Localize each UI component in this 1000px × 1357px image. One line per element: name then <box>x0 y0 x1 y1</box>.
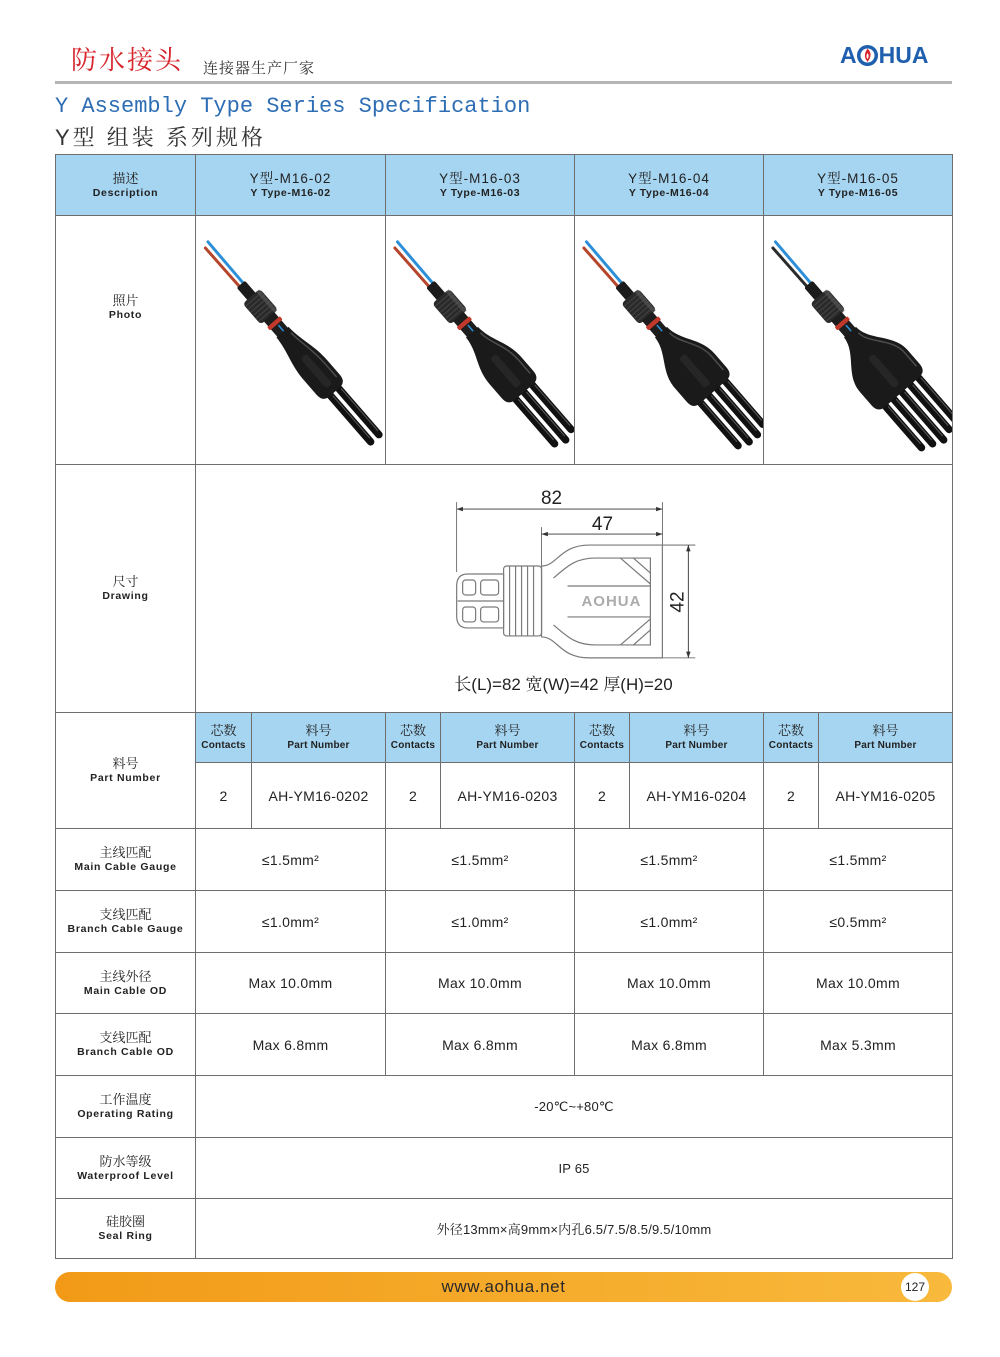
main-cable-od-value: Max 10.0mm <box>196 953 386 1014</box>
model-header-m16-04 <box>575 155 764 216</box>
contacts-subheader-cn: 芯数 <box>588 723 615 738</box>
main-cable-od-label <box>56 953 196 1014</box>
main-cable-od-label-cn: 主线外径 <box>99 968 152 984</box>
y-connector-photo <box>196 217 385 464</box>
brown-wire <box>773 247 810 290</box>
drawing-label-cn: 尺寸 <box>112 574 139 589</box>
contacts-subheader-en: Contacts <box>768 740 814 751</box>
y-connector-photo <box>575 217 763 464</box>
contacts-subheader-en: Contacts <box>390 740 436 751</box>
y-connector-photo <box>764 217 952 464</box>
photo-row <box>56 216 953 465</box>
main-cable-od-value: Max 10.0mm <box>764 953 953 1014</box>
drawing-label-en: Drawing <box>102 590 149 602</box>
connector-assembly <box>386 230 574 453</box>
seal-ring-label-en: Seal Ring <box>98 1230 153 1242</box>
dimension-caption: 长(L)=82 宽(W)=42 厚(H)=20 <box>454 674 673 694</box>
part-number-subheader-row <box>56 713 953 763</box>
connector-assembly <box>764 222 952 460</box>
blue-wire <box>775 241 814 286</box>
body-dimension-value: 47 <box>591 513 614 535</box>
model-name-en: Y Type-M16-02 <box>250 186 331 199</box>
branch-cable-gauge-value: ≤1.0mm² <box>386 891 575 953</box>
branch-cable-od-value: Max 6.8mm <box>386 1014 575 1076</box>
contacts-value: 2 <box>386 763 441 829</box>
operating-rating-value: -20℃~+80℃ <box>196 1076 953 1138</box>
part-number-subheader <box>819 713 953 763</box>
model-header-m16-02 <box>196 155 386 216</box>
connector-assembly <box>575 226 763 455</box>
part-number-subheader-cn: 料号 <box>872 723 899 738</box>
drawing-cell <box>196 465 953 713</box>
page-number: 127 <box>901 1273 929 1301</box>
part-number-value: AH-YM16-0202 <box>252 763 386 829</box>
brand-subtitle: 连接器生产厂家 <box>203 60 316 77</box>
branch-cable-gauge-value: ≤0.5mm² <box>764 891 953 953</box>
dimension-drawing <box>196 466 952 712</box>
contacts-subheader-cn: 芯数 <box>210 723 237 738</box>
model-name-cn: Y型-M16-03 <box>439 170 521 186</box>
blue-wire <box>208 241 247 286</box>
aohua-logo <box>840 41 928 69</box>
drawing-logo-watermark: AOHUA <box>581 592 642 610</box>
contacts-subheader-cn: 芯数 <box>399 723 426 738</box>
contacts-value: 2 <box>764 763 819 829</box>
main-cable-od-value: Max 10.0mm <box>386 953 575 1014</box>
part-number-label-cell <box>56 713 196 829</box>
main-cable-gauge-label <box>56 829 196 891</box>
drawing-row <box>56 465 953 713</box>
blue-wire <box>397 241 436 286</box>
width-dimension-value: 42 <box>667 590 689 613</box>
operating-rating-label-en: Operating Rating <box>77 1108 174 1120</box>
branch-cable-highlight <box>728 381 761 419</box>
waterproof-level-label-cn: 防水等级 <box>99 1153 152 1169</box>
part-number-subheader <box>630 713 764 763</box>
length-dimension-value: 82 <box>540 487 563 509</box>
branch-cable-gauge-label-cn: 支线匹配 <box>99 907 152 922</box>
part-number-subheader-en: Part Number <box>287 740 350 751</box>
branch-cable-od-label-en: Branch Cable OD <box>77 1046 174 1058</box>
logo-letters-hua: HUA <box>878 41 929 68</box>
logo-o-icon <box>856 44 879 67</box>
operating-rating-label <box>56 1076 196 1138</box>
model-name-en: Y Type-M16-05 <box>817 186 899 199</box>
model-name-cn: Y型-M16-02 <box>249 170 332 186</box>
contacts-value: 2 <box>196 763 252 829</box>
brand-title: 防水接头 <box>71 46 184 76</box>
spec-table <box>55 154 953 1259</box>
photo-cell-m16-05 <box>764 216 953 465</box>
part-number-subheader-cn: 料号 <box>305 723 332 738</box>
contacts-value: 2 <box>575 763 630 829</box>
description-label-cn: 描述 <box>112 170 139 186</box>
model-header-m16-05 <box>764 155 953 216</box>
part-number-subheader-en: Part Number <box>854 740 917 751</box>
branch-cable-od-label-cn: 支线匹配 <box>99 1030 152 1045</box>
header-row <box>56 155 953 216</box>
photo-label-cell <box>56 216 196 465</box>
footer-bar <box>55 1272 952 1302</box>
part-number-value: AH-YM16-0204 <box>630 763 764 829</box>
seal-ring-label-cn: 硅胶圈 <box>105 1214 145 1229</box>
main-cable-gauge-value: ≤1.5mm² <box>196 829 386 891</box>
branch-cable-od-label <box>56 1014 196 1076</box>
model-name-cn: Y型-M16-05 <box>817 170 899 186</box>
part-number-subheader-en: Part Number <box>476 740 539 751</box>
main-cable-gauge-value: ≤1.5mm² <box>575 829 764 891</box>
y-connector-photo <box>386 217 574 464</box>
main-cable-od-row <box>56 953 953 1014</box>
logo-letter-a: A <box>840 41 857 68</box>
part-number-value: AH-YM16-0203 <box>441 763 575 829</box>
brown-wire <box>395 247 432 290</box>
part-number-subheader-cn: 料号 <box>683 723 710 738</box>
branch-cable-gauge-label-en: Branch Cable Gauge <box>67 923 184 935</box>
website-link[interactable]: www.aohua.net <box>441 1277 566 1296</box>
page-title: Y Assembly Type Series Specification <box>55 94 531 119</box>
waterproof-level-value: IP 65 <box>196 1138 953 1199</box>
main-cable-gauge-row <box>56 829 953 891</box>
branch-cable-od-row <box>56 1014 953 1076</box>
seal-ring-label <box>56 1199 196 1259</box>
branch-cable-od-value: Max 5.3mm <box>764 1014 953 1076</box>
part-number-label-en: Part Number <box>90 772 161 784</box>
main-cable-gauge-value: ≤1.5mm² <box>764 829 953 891</box>
waterproof-level-label-en: Waterproof Level <box>77 1169 174 1182</box>
contacts-subheader <box>196 713 252 763</box>
model-name-en: Y Type-M16-04 <box>628 186 710 199</box>
photo-cell-m16-02 <box>196 216 386 465</box>
photo-cell-m16-03 <box>386 216 575 465</box>
part-number-value: AH-YM16-0205 <box>819 763 953 829</box>
model-header-m16-03 <box>386 155 575 216</box>
model-name-en: Y Type-M16-03 <box>439 186 521 199</box>
part-number-subheader <box>252 713 386 763</box>
operating-rating-row <box>56 1076 953 1138</box>
part-number-subheader <box>441 713 575 763</box>
brown-wire <box>205 247 242 290</box>
brown-wire <box>584 247 621 290</box>
main-cable-gauge-label-en: Main Cable Gauge <box>74 861 177 873</box>
waterproof-level-row <box>56 1138 953 1199</box>
branch-cable-gauge-row <box>56 891 953 953</box>
main-cable-od-value: Max 10.0mm <box>575 953 764 1014</box>
drawing-label-cell <box>56 465 196 713</box>
description-header-cell <box>56 155 196 216</box>
contacts-subheader <box>575 713 630 763</box>
contacts-subheader <box>386 713 441 763</box>
photo-cell-m16-04 <box>575 216 764 465</box>
description-label-en: Description <box>92 186 159 199</box>
photo-label-en: Photo <box>108 309 143 321</box>
page-title-cn: Y型 组装 系列规格 <box>55 125 266 150</box>
model-name-cn: Y型-M16-04 <box>628 170 710 186</box>
part-number-subheader-cn: 料号 <box>494 723 521 738</box>
contacts-subheader-en: Contacts <box>579 740 625 751</box>
branch-cable-gauge-value: ≤1.0mm² <box>575 891 764 953</box>
part-number-subheader-en: Part Number <box>665 740 728 751</box>
branch-cable-gauge-label <box>56 891 196 953</box>
seal-ring-value: 外径13mm×高9mm×内孔6.5/7.5/8.5/9.5/10mm <box>196 1199 953 1259</box>
part-number-label-cn: 料号 <box>112 756 139 771</box>
operating-rating-label-cn: 工作温度 <box>99 1092 152 1107</box>
contacts-subheader-en: Contacts <box>201 740 246 751</box>
contacts-subheader-cn: 芯数 <box>777 723 804 738</box>
branch-cable-gauge-value: ≤1.0mm² <box>196 891 386 953</box>
main-cable-gauge-value: ≤1.5mm² <box>386 829 575 891</box>
header-divider <box>55 81 952 84</box>
blue-wire <box>586 241 625 286</box>
main-cable-gauge-label-cn: 主线匹配 <box>99 845 152 860</box>
branch-cable-od-value: Max 6.8mm <box>575 1014 764 1076</box>
connector-assembly <box>196 233 385 448</box>
photo-label-cn: 照片 <box>112 293 139 308</box>
main-cable-od-label-en: Main Cable OD <box>83 984 168 997</box>
seal-ring-row <box>56 1199 953 1259</box>
branch-cable-od-value: Max 6.8mm <box>196 1014 386 1076</box>
contacts-subheader <box>764 713 819 763</box>
waterproof-level-label <box>56 1138 196 1199</box>
